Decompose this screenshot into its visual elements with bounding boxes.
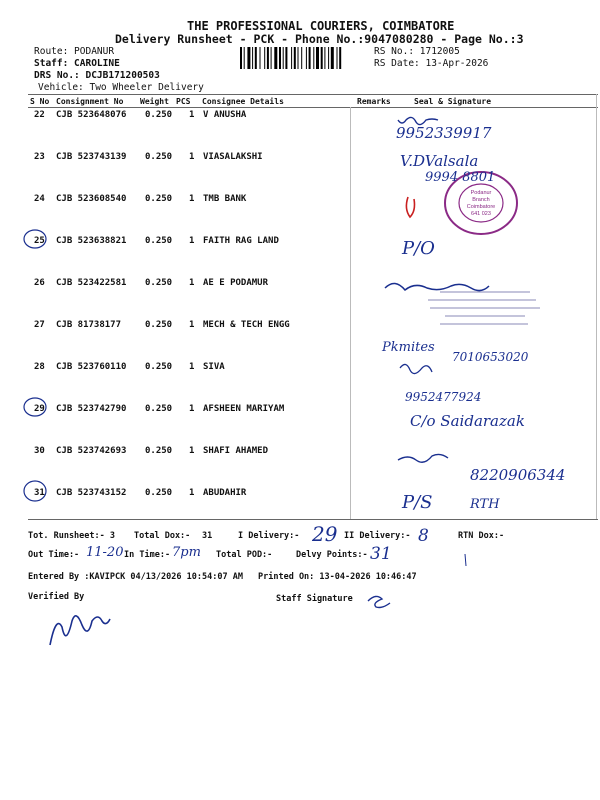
- row-consignee: TMB BANK: [203, 194, 247, 204]
- row-consignee: ABUDAHIR: [203, 488, 247, 498]
- row-sno: 23: [34, 152, 45, 162]
- svg-text:Coimbatore: Coimbatore: [466, 204, 496, 210]
- hw-row28-sign: Pkmites: [382, 340, 435, 355]
- row-pcs: 1: [189, 488, 195, 498]
- row-pcs: 1: [189, 404, 195, 414]
- hw-row22-phone: 9952339917: [396, 124, 492, 142]
- ii-delivery-value: 8: [418, 526, 429, 546]
- ii-delivery-label: II Delivery:-: [344, 531, 411, 541]
- col-remarks: Remarks: [357, 97, 391, 106]
- hw-row29-phone: 9952477924: [405, 390, 482, 404]
- row-sno: 28: [34, 362, 45, 372]
- rs-date: RS Date: 13-Apr-2026: [374, 58, 489, 69]
- row-consignment-no: CJB 523742693: [56, 446, 127, 456]
- total-pod-label: Total POD:-: [216, 550, 273, 560]
- delvy-points-value: 31: [370, 544, 392, 564]
- row-pcs: 1: [189, 446, 195, 456]
- hw-row28-phone: 7010653020: [452, 350, 529, 364]
- row-weight: 0.250: [145, 278, 173, 288]
- in-time-label: In Time:-: [124, 550, 171, 560]
- i-delivery-value: 29: [312, 522, 338, 546]
- row-consignee: AFSHEEN MARIYAM: [203, 404, 285, 414]
- row-consignment-no: CJB 523743152: [56, 488, 127, 498]
- row-weight: 0.250: [145, 362, 173, 372]
- row-consignee: AE E PODAMUR: [203, 278, 269, 288]
- row-consignee: V ANUSHA: [203, 110, 247, 120]
- row-pcs: 1: [189, 110, 195, 120]
- row-sno: 31: [34, 488, 45, 498]
- row-pcs: 1: [189, 278, 195, 288]
- out-time-label: Out Time:-: [28, 550, 80, 560]
- svg-text:Podanur: Podanur: [470, 190, 492, 196]
- col-pcs: PCS: [176, 97, 191, 106]
- row-pcs: 1: [189, 362, 195, 372]
- row-consignment-no: CJB 523648076: [56, 110, 127, 120]
- verified-by: Verified By: [28, 592, 85, 602]
- entered-by: Entered By :KAVIPCK 04/13/2026 10:54:07 AM: [28, 572, 243, 582]
- hw-row23-name: V.DValsala: [400, 152, 479, 170]
- row-consignee: FAITH RAG LAND: [203, 236, 279, 246]
- delvy-points-label: Delvy Points:-: [296, 550, 368, 560]
- row-pcs: 1: [189, 320, 195, 330]
- hw-row31-rth: RTH: [470, 497, 500, 512]
- row-consignment-no: CJB 523422581: [56, 278, 127, 288]
- hw-row30-phone: 8220906344: [470, 466, 566, 484]
- staff-signature: Staff Signature: [276, 594, 353, 604]
- vehicle-label: Vehicle: Two Wheeler Delivery: [38, 82, 204, 93]
- i-delivery-label: I Delivery:-: [238, 531, 300, 541]
- row-weight: 0.250: [145, 152, 173, 162]
- row-consignee: SHAFI AHAMED: [203, 446, 269, 456]
- total-dox-label: Total Dox:-: [134, 531, 191, 541]
- row-consignee: VIASALAKSHI: [203, 152, 263, 162]
- row-sno: 24: [34, 194, 45, 204]
- runsheet-subtitle: Delivery Runsheet - PCK - Phone No.:9047080280 - Page No.:3: [115, 32, 524, 46]
- row-consignee: SIVA: [203, 362, 225, 372]
- drs-number: DRS No.: DCJB171200503: [34, 70, 160, 81]
- svg-text:Branch: Branch: [472, 197, 490, 203]
- hw-row23-phone: 9994 8801: [425, 170, 496, 185]
- row-sno: 27: [34, 320, 45, 330]
- row-weight: 0.250: [145, 404, 173, 414]
- col-consignee: Consignee Details: [202, 97, 284, 106]
- hw-row25-po: P/O: [402, 238, 435, 259]
- tot-runsheet: Tot. Runsheet:- 3: [28, 531, 115, 541]
- total-dox-value: 31: [202, 531, 213, 541]
- row-pcs: 1: [189, 236, 195, 246]
- row-sno: 25: [34, 236, 45, 246]
- row-consignee: MECH & TECH ENGG: [203, 320, 290, 330]
- staff-label: Staff: CAROLINE: [34, 58, 120, 69]
- row-pcs: 1: [189, 152, 195, 162]
- row-weight: 0.250: [145, 110, 173, 120]
- row-weight: 0.250: [145, 488, 173, 498]
- rs-number: RS No.: 1712005: [374, 46, 460, 57]
- col-seal: Seal & Signature: [414, 97, 492, 106]
- company-title: THE PROFESSIONAL COURIERS, COIMBATORE: [187, 19, 455, 33]
- out-time-value: 11-20: [86, 545, 124, 560]
- row-consignment-no: CJB 81738177: [56, 320, 122, 330]
- rtn-dox-label: RTN Dox:-: [458, 531, 505, 541]
- row-weight: 0.250: [145, 320, 173, 330]
- row-sno: 29: [34, 404, 45, 414]
- barcode-image: [240, 47, 368, 69]
- route-label: Route: PODANUR: [34, 46, 115, 57]
- col-consignment: Consignment No: [56, 97, 124, 106]
- row-consignment-no: CJB 523743139: [56, 152, 127, 162]
- row-sno: 30: [34, 446, 45, 456]
- row-consignment-no: CJB 523608540: [56, 194, 127, 204]
- in-time-value: 7pm: [172, 545, 201, 560]
- row-weight: 0.250: [145, 194, 173, 204]
- row-weight: 0.250: [145, 446, 173, 456]
- row-pcs: 1: [189, 194, 195, 204]
- svg-text:641 023: 641 023: [471, 211, 491, 217]
- hw-row31-ps: P/S: [402, 492, 433, 513]
- hw-row29-co: C/o Saidarazak: [410, 412, 525, 430]
- row-consignment-no: CJB 523760110: [56, 362, 127, 372]
- row-consignment-no: CJB 523742790: [56, 404, 127, 414]
- row-weight: 0.250: [145, 236, 173, 246]
- row-consignment-no: CJB 523638821: [56, 236, 127, 246]
- col-sno: S No: [30, 97, 50, 106]
- row-sno: 22: [34, 110, 45, 120]
- printed-on: Printed On: 13-04-2026 10:46:47: [258, 572, 417, 582]
- row-sno: 26: [34, 278, 45, 288]
- col-weight: Weight: [140, 97, 169, 106]
